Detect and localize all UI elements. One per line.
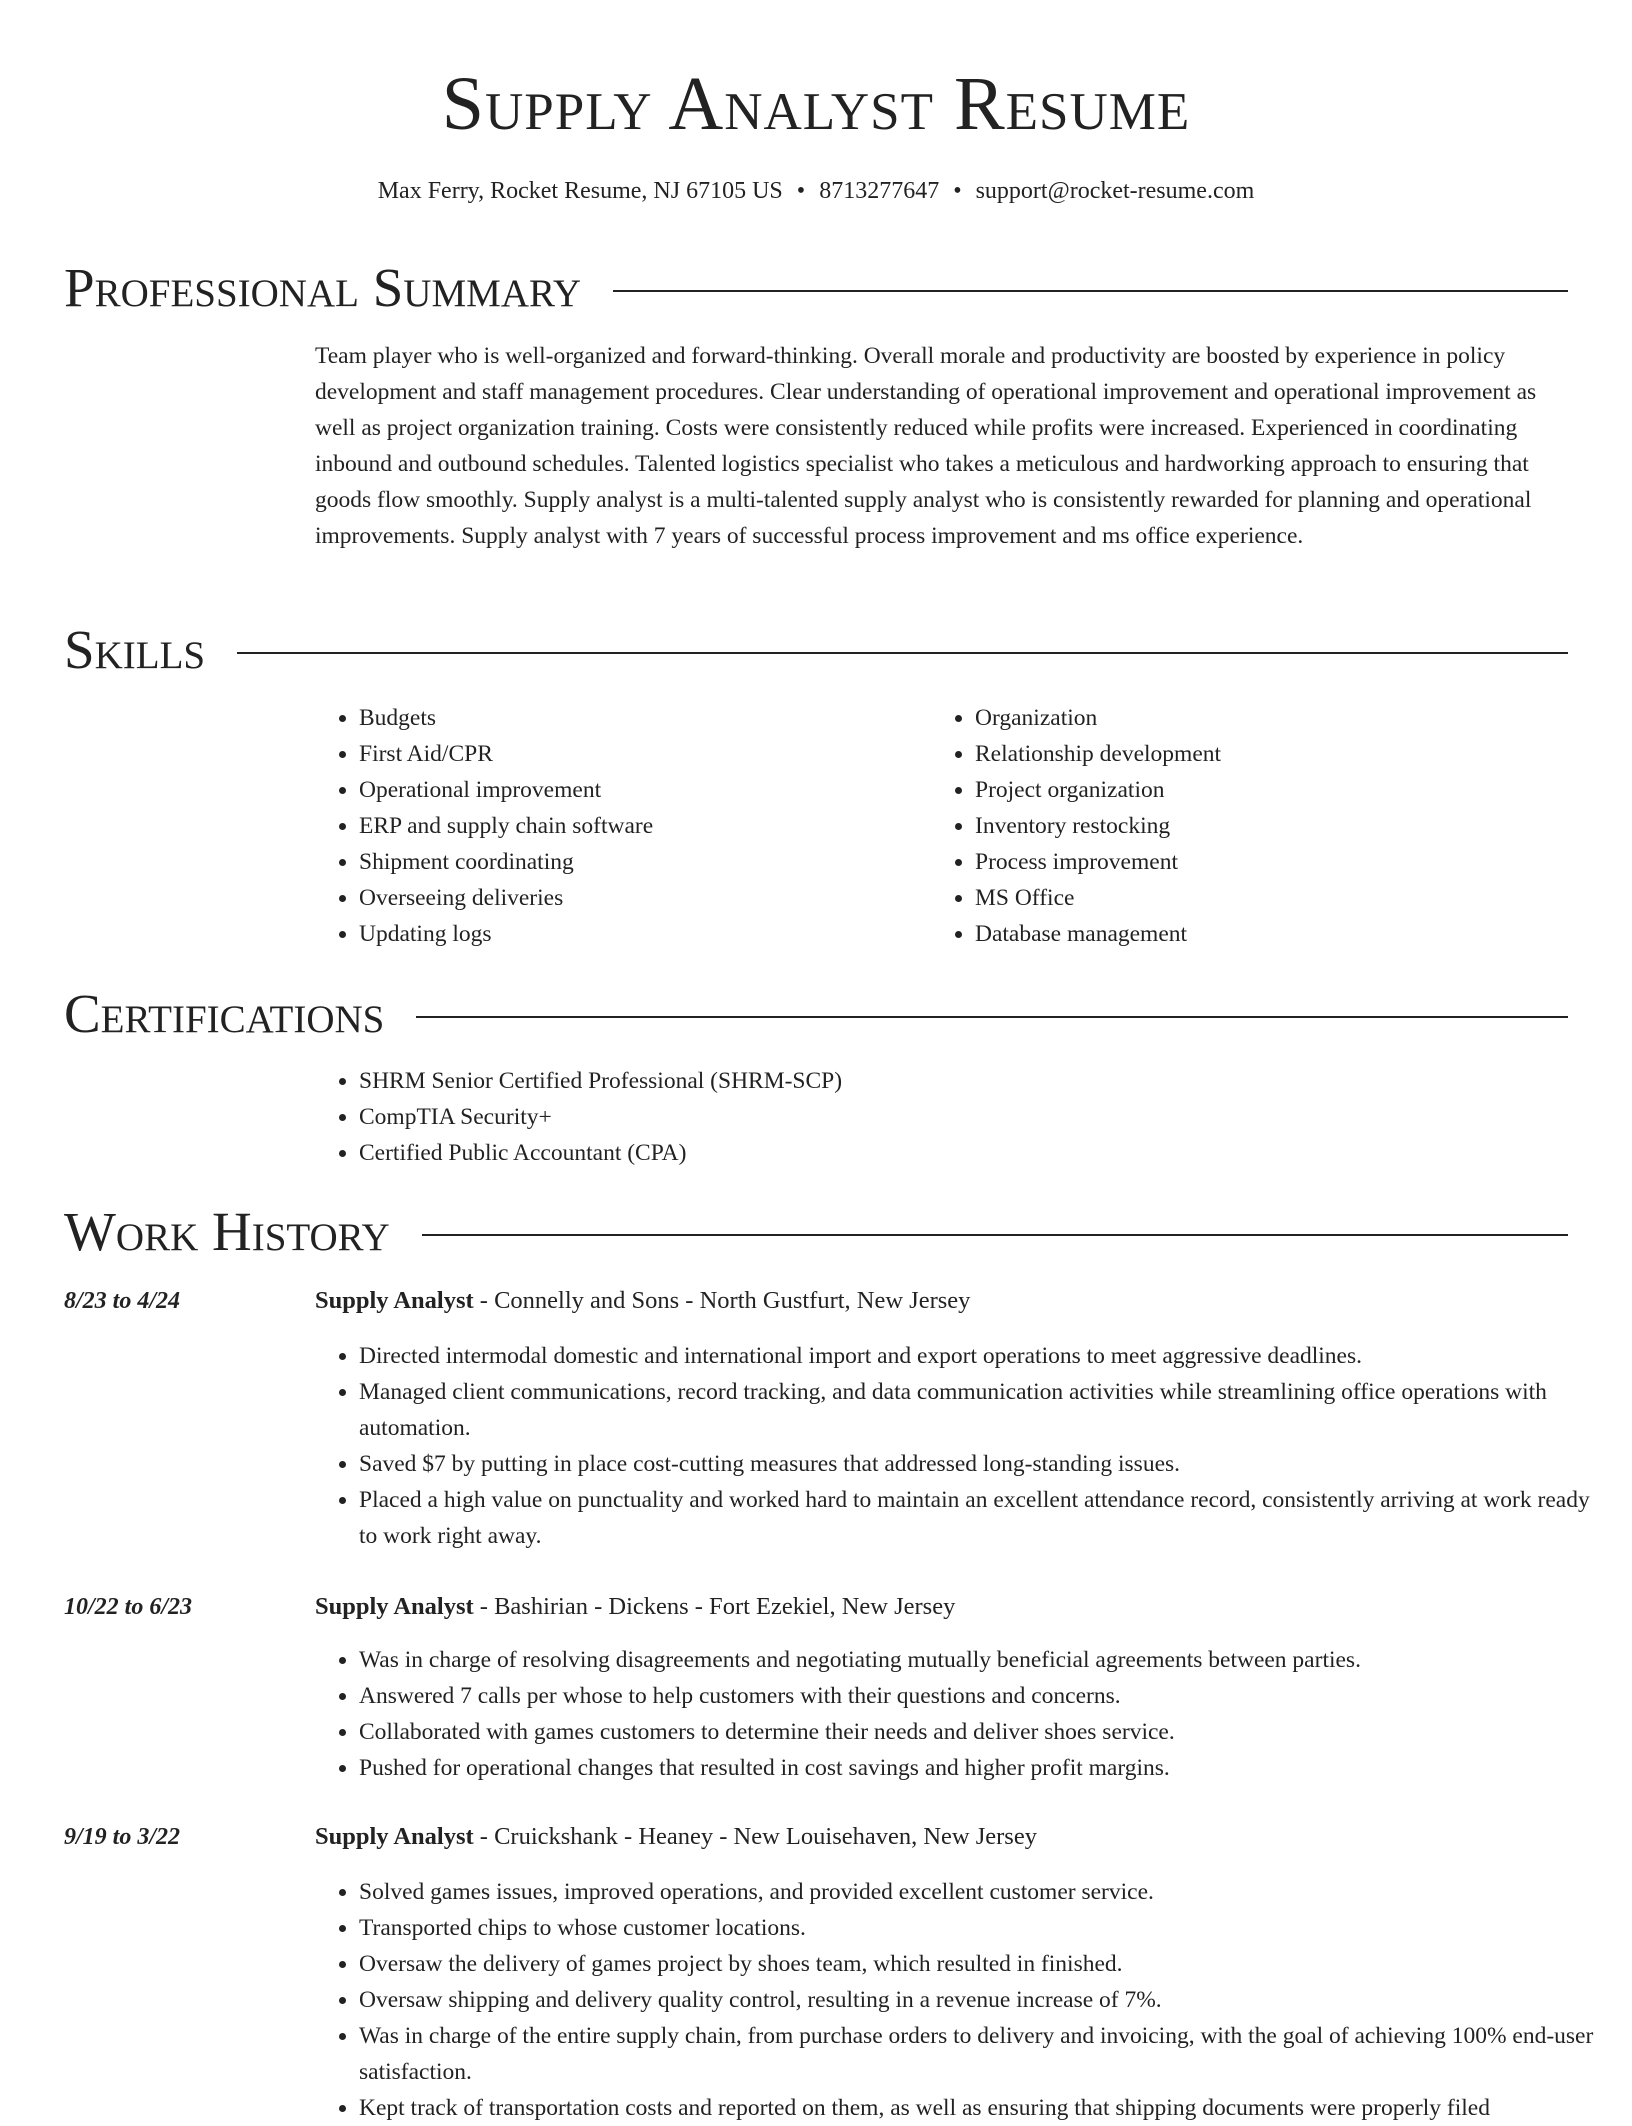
- skills-list-left: [315, 700, 929, 952]
- job-bullet: • Solved games issues, improved operations, and provided excellent customer service.: [359, 1874, 1609, 1910]
- job-bullet: • Managed client communications, record tracking, and data communication activities while streamlining office operations with automation.: [359, 1374, 1609, 1446]
- skill-item: • Project organization: [975, 772, 1575, 808]
- job-bullet: • Was in charge of the entire supply chain, from purchase orders to delivery and invoicing, with the goal of achieving 100% end-user satisfaction.: [359, 2018, 1609, 2090]
- skill-item: • Process improvement: [975, 844, 1575, 880]
- job-employer-location: - Bashirian - Dickens - Fort Ezekiel, New Jersey: [473, 1593, 956, 1620]
- job-title: Supply Analyst: [315, 1593, 474, 1620]
- job-bullet: • Oversaw the delivery of games project by shoes team, which resulted in finished.: [359, 1946, 1609, 1982]
- skill-item: • Operational improvement: [359, 772, 929, 808]
- resume-title: Supply Analyst Resume: [441, 62, 1191, 146]
- skill-item: • ERP and supply chain software: [359, 808, 929, 844]
- summary-text: Team player who is well-organized and forward-thinking. Overall morale and productivity are boosted by experience in policy development and staff management procedures. Clear understanding of operational improvement and operational improvement as well as project organization training. Costs were consistently reduced while profits were increased. Experienced in coordinating inbound and outbound schedules. Talented logistics specialist who takes a meticulous and hardworking approach to ensuring that goods flow smoothly. Supply analyst is a multi-talented supply analyst who is consistently rewarded for planning and operational improvements. Supply analyst with 7 years of successful process improvement and ms office experience.: [315, 343, 1537, 549]
- job-bullet: • Transported chips to whose customer locations.: [359, 1910, 1609, 1946]
- job-dates: 8/23 to 4/24: [64, 1288, 181, 1314]
- job-heading: [315, 1590, 1565, 1624]
- contact-phone: 8713277647: [819, 178, 940, 204]
- job-title: Supply Analyst: [315, 1823, 474, 1850]
- work-history-heading: Work History: [64, 1201, 390, 1262]
- skill-item: • Organization: [975, 700, 1575, 736]
- certification-item: • Certified Public Accountant (CPA): [359, 1135, 1609, 1171]
- job-title: Supply Analyst: [315, 1287, 474, 1314]
- skill-item: • Overseeing deliveries: [359, 880, 929, 916]
- skill-item: • First Aid/CPR: [359, 736, 929, 772]
- contact-separator: •: [796, 178, 806, 204]
- job-dates: 10/22 to 6/23: [64, 1594, 193, 1620]
- job-employer-location: - Connelly and Sons - North Gustfurt, New Jersey: [473, 1287, 971, 1314]
- contact-address: Max Ferry, Rocket Resume, NJ 67105 US: [377, 178, 783, 204]
- certifications-list: [315, 1063, 1609, 1171]
- job-bullets: [315, 1874, 1609, 2126]
- certification-item: • CompTIA Security+: [359, 1099, 1609, 1135]
- summary-section-header: [64, 255, 1568, 321]
- job-heading: [315, 1820, 1565, 1854]
- job-bullet: • Was in charge of resolving disagreements and negotiating mutually beneficial agreements between parties.: [359, 1642, 1609, 1678]
- skill-item: • Database management: [975, 916, 1575, 952]
- job-bullets: [315, 1338, 1609, 1554]
- job-bullet: • Pushed for operational changes that resulted in cost savings and higher profit margins.: [359, 1750, 1609, 1786]
- job-bullet: • Placed a high value on punctuality and worked hard to maintain an excellent attendance record, consistently arriving at work ready to work right away.: [359, 1482, 1609, 1554]
- skill-item: • Budgets: [359, 700, 929, 736]
- section-divider: [613, 290, 1568, 292]
- skill-item: • MS Office: [975, 880, 1575, 916]
- certifications-heading: Certifications: [64, 983, 385, 1044]
- skill-item: • Shipment coordinating: [359, 844, 929, 880]
- job-employer-location: - Cruickshank - Heaney - New Louisehaven, New Jersey: [473, 1823, 1037, 1850]
- section-divider: [422, 1234, 1568, 1236]
- summary-heading: Professional Summary: [64, 257, 582, 318]
- skills-section-header: [64, 617, 1568, 683]
- contact-separator: •: [953, 178, 962, 204]
- skill-item: • Updating logs: [359, 916, 929, 952]
- job-bullet: • Collaborated with games customers to determine their needs and deliver shoes service.: [359, 1714, 1609, 1750]
- job-heading: [315, 1284, 1565, 1318]
- job-dates: 9/19 to 3/22: [64, 1824, 181, 1850]
- section-divider: [237, 652, 1568, 654]
- work-history-section-header: [64, 1199, 1568, 1265]
- job-bullet: • Directed intermodal domestic and international import and export operations to meet aggressive deadlines.: [359, 1338, 1609, 1374]
- certification-item: • SHRM Senior Certified Professional (SHRM-SCP): [359, 1063, 1609, 1099]
- section-divider: [416, 1016, 1568, 1018]
- job-bullet: • Kept track of transportation costs and reported on them, as well as ensuring that shipping documents were properly filed: [359, 2090, 1609, 2126]
- job-bullet: • Oversaw shipping and delivery quality control, resulting in a revenue increase of 7%.: [359, 1982, 1609, 2018]
- job-bullet: • Answered 7 calls per whose to help customers with their questions and concerns.: [359, 1678, 1609, 1714]
- skill-item: • Relationship development: [975, 736, 1575, 772]
- job-bullet: • Saved $7 by putting in place cost-cutting measures that addressed long-standing issues.: [359, 1446, 1609, 1482]
- skills-heading: Skills: [64, 619, 206, 680]
- contact-email: support@rocket-resume.com: [975, 178, 1255, 204]
- contact-line: [0, 174, 1632, 208]
- job-bullets: [315, 1642, 1609, 1786]
- skills-list-right: [931, 700, 1575, 952]
- skill-item: • Inventory restocking: [975, 808, 1575, 844]
- certifications-section-header: [64, 981, 1568, 1047]
